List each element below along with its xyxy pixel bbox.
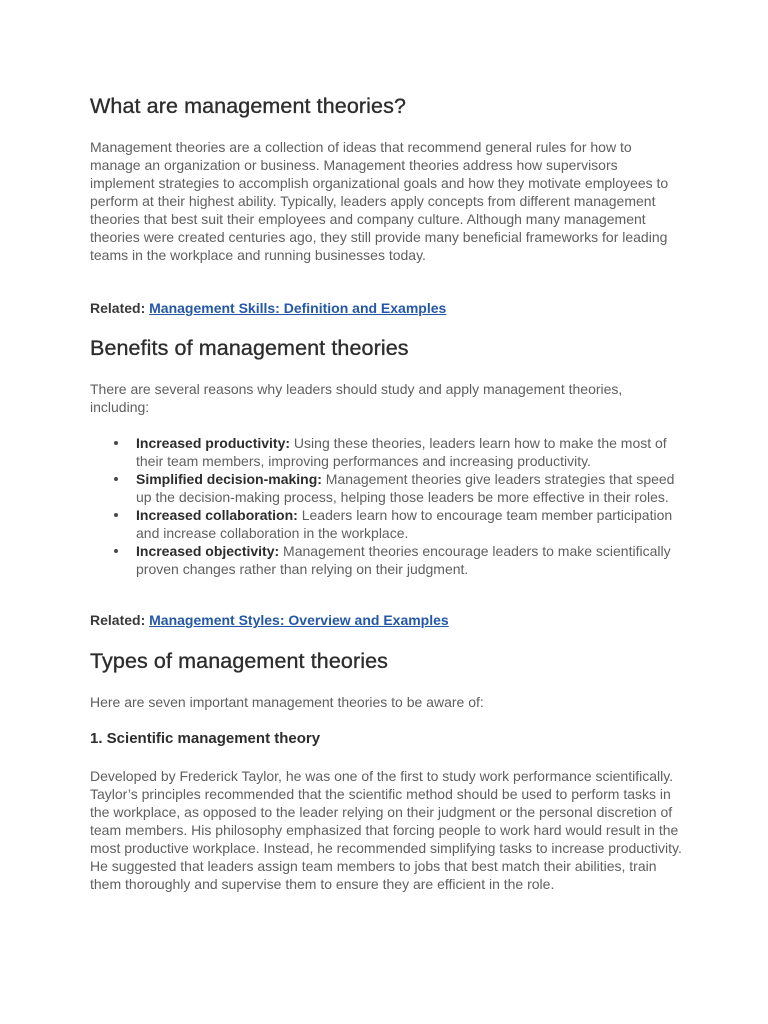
bullet-term: Increased objectivity:	[136, 543, 280, 559]
heading-types: Types of management theories	[90, 649, 388, 673]
paragraph-types-intro: Here are seven important management theories to be aware of:	[90, 694, 484, 710]
related-line-2	[90, 611, 449, 629]
bullet-term: Increased collaboration:	[136, 507, 298, 523]
heading-what-are-management-theories: What are management theories?	[90, 94, 407, 118]
related-link-management-styles[interactable]: Management Styles: Overview and Examples	[149, 612, 449, 628]
related-label: Related:	[90, 612, 146, 628]
heading-benefits: Benefits of management theories	[90, 336, 409, 360]
related-link-management-skills[interactable]: Management Skills: Definition and Examples	[149, 300, 447, 316]
related-line-1	[90, 299, 446, 317]
list-item	[136, 434, 682, 470]
paragraph-scientific-management: Developed by Frederick Taylor, he was one of the first to study work performance scientifically. Taylor’s principles recommended that the scientific method should be used to perform tasks in the workplace, as opposed to the leader relying on their judgment or the personal discretion of team members. His philosophy emphasized that forcing people to work hard would result in the most productive workplace. Instead, he recommended simplifying tasks to increase productivity. He suggested that leaders assign team members to jobs that best match their abilities, train them thoroughly and supervise them to ensure they are efficient in the role.	[90, 768, 682, 892]
bullet-text: Using these theories, leaders learn how to make the most of their team members, improving performances and increasing productivity.	[136, 435, 667, 469]
list-item	[136, 470, 682, 506]
bullet-term: Increased productivity:	[136, 435, 291, 451]
list-item	[136, 506, 682, 542]
related-label: Related:	[90, 300, 146, 316]
subheading-scientific-management: 1. Scientific management theory	[90, 730, 321, 747]
bullet-term: Simplified decision-making:	[136, 471, 322, 487]
bullet-text: Leaders learn how to encourage team member participation and increase collaboration in the workplace.	[136, 507, 673, 541]
list-item	[136, 542, 682, 578]
paragraph-benefits-intro: There are several reasons why leaders should study and apply management theories, including:	[90, 381, 623, 415]
paragraph-definition: Management theories are a collection of ideas that recommend general rules for how to manage an organization or business. Management theories address how supervisors implement strategies to accomplish organizational goals and how they motivate employees to perform at their highest ability. Typically, leaders apply concepts from different management theories that best suit their employees and company culture. Although many management theories were created centuries ago, they still provide many beneficial frameworks for leading teams in the workplace and running businesses today.	[90, 139, 669, 263]
bullet-text: Management theories give leaders strategies that speed up the decision-making process, helping those leaders be more effective in their roles.	[136, 471, 675, 505]
benefits-list	[90, 434, 682, 578]
bullet-text: Management theories encourage leaders to make scientifically proven changes rather than relying on their judgment.	[136, 543, 671, 577]
